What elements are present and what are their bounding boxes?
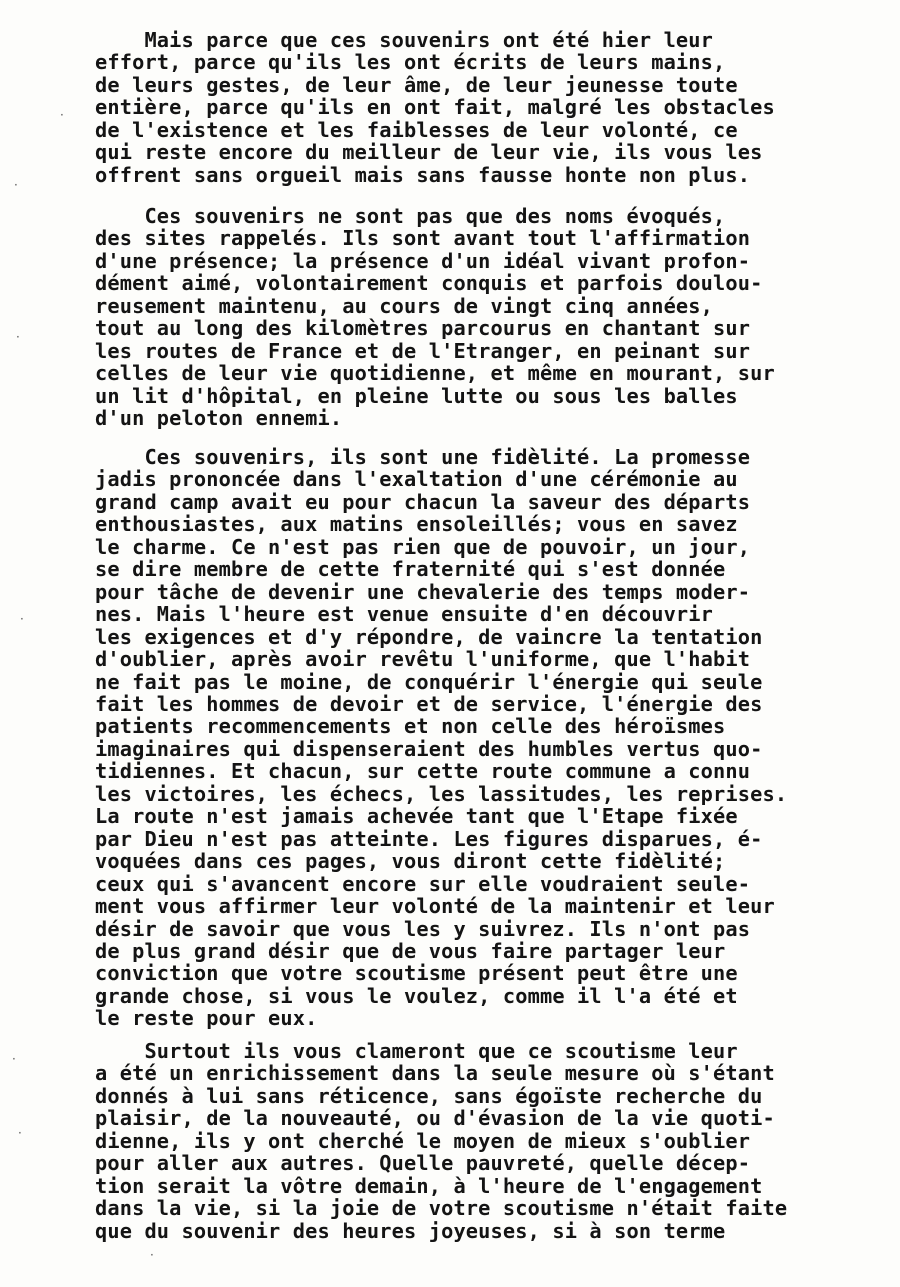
text-line: celles de leur vie quotidienne, et même en mourant, sur	[95, 361, 775, 386]
text-line: offrent sans orgueil mais sans fausse honte non plus.	[95, 162, 751, 187]
text-line: voquées dans ces pages, vous diront cette fidèlité;	[95, 849, 726, 874]
scan-speck: ·	[14, 178, 18, 192]
text-line: entière, parce qu'ils en ont fait, malgré les obstacles	[95, 95, 775, 120]
text-line: a été un enrichissement dans la seule mesure où s'étant	[95, 1061, 775, 1086]
text-line: plaisir, de la nouveauté, ou d'évasion de la vie quoti-	[95, 1106, 775, 1131]
text-line: tout au long des kilomètres parcourus en chantant sur	[95, 316, 751, 341]
text-line: conviction que votre scoutisme présent peut être une	[95, 961, 738, 986]
paragraph-4	[95, 1040, 835, 1242]
text-line: de leurs gestes, de leur âme, de leur jeunesse toute	[95, 72, 738, 97]
text-line: Surtout ils vous clameront que ce scoutisme leur	[95, 1039, 738, 1063]
text-line: grand camp avait eu pour chacun la saveur des départs	[95, 489, 751, 514]
text-line: qui reste encore du meilleur de leur vie, ils vous les	[95, 140, 763, 165]
text-line: les victoires, les échecs, les lassitudes, les reprises.	[95, 781, 788, 806]
scan-speck: ·	[20, 612, 24, 626]
text-line: dans la vie, si la joie de votre scoutisme n'était faite	[95, 1196, 788, 1221]
text-line: que du souvenir des heures joyeuses, si à son terme	[95, 1218, 726, 1243]
text-line: tidiennes. Et chacun, sur cette route commune a connu	[95, 759, 751, 784]
text-line: jadis prononcée dans l'exaltation d'une cérémonie au	[95, 467, 738, 492]
text-line: ne fait pas le moine, de conquérir l'énergie qui seule	[95, 669, 763, 694]
text-line: pour aller aux autres. Quelle pauvreté, quelle décep-	[95, 1151, 751, 1176]
text-line: pour tâche de devenir une chevalerie des temps moder-	[95, 579, 751, 604]
paragraph-2	[95, 205, 835, 430]
text-line: effort, parce qu'ils les ont écrits de leurs mains,	[95, 50, 726, 75]
text-line: de plus grand désir que de vous faire partager leur	[95, 938, 726, 963]
text-line: d'oublier, après avoir revêtu l'uniforme, que l'habit	[95, 647, 751, 672]
paragraph-3	[95, 446, 835, 1030]
text-line: un lit d'hôpital, en pleine lutte ou sous les balles	[95, 383, 738, 408]
text-line: se dire membre de cette fraternité qui s'est donnée	[95, 557, 726, 582]
text-line: grande chose, si vous le voulez, comme il l'a été et	[95, 983, 738, 1008]
text-line: donnés à lui sans réticence, sans égoïste recherche du	[95, 1083, 763, 1108]
text-line: le charme. Ce n'est pas rien que de pouvoir, un jour,	[95, 534, 751, 559]
scan-speck: ·	[12, 1052, 16, 1066]
scan-speck: ·	[18, 1126, 22, 1140]
text-line: tion serait la vôtre demain, à l'heure de l'engagement	[95, 1173, 763, 1198]
text-line: le reste pour eux.	[95, 1006, 318, 1031]
text-line: ment vous affirmer leur volonté de la maintenir et leur	[95, 894, 775, 919]
text-line: ceux qui s'avancent encore sur elle voudraient seule-	[95, 871, 751, 896]
text-line: imaginaires qui dispenseraient des humbles vertus quo-	[95, 736, 763, 761]
scan-speck: ·	[60, 108, 64, 122]
scan-speck: ·	[16, 330, 20, 344]
text-line: La route n'est jamais achevée tant que l'Etape fixée	[95, 804, 738, 829]
text-line: dienne, ils y ont cherché le moyen de mieux s'oublier	[95, 1128, 751, 1153]
text-line: par Dieu n'est pas atteinte. Les figures disparues, é-	[95, 826, 763, 851]
text-line: reusement maintenu, au cours de vingt cinq années,	[95, 293, 714, 318]
text-line: enthousiastes, aux matins ensoleillés; vous en savez	[95, 512, 738, 537]
text-line: dément aimé, volontairement conquis et parfois doulou-	[95, 271, 763, 296]
text-line: Mais parce que ces souvenirs ont été hier leur	[95, 28, 714, 52]
text-line: désir de savoir que vous les y suivrez. Ils n'ont pas	[95, 916, 751, 941]
scan-speck: ·	[150, 1248, 154, 1262]
text-line: les routes de France et de l'Etranger, en peinant sur	[95, 338, 751, 363]
text-line: de l'existence et les faiblesses de leur volonté, ce	[95, 117, 738, 142]
text-line: d'un peloton ennemi.	[95, 406, 343, 431]
text-line: fait les hommes de devoir et de service, l'énergie des	[95, 691, 763, 716]
text-line: les exigences et d'y répondre, de vaincre la tentation	[95, 624, 763, 649]
text-line: des sites rappelés. Ils sont avant tout l'affirmation	[95, 226, 751, 251]
text-line: Ces souvenirs, ils sont une fidèlité. La promesse	[95, 445, 751, 469]
text-line: patients recommencements et non celle des héroïsmes	[95, 714, 726, 739]
text-line: nes. Mais l'heure est venue ensuite d'en découvrir	[95, 602, 714, 627]
text-line: d'une présence; la présence d'un idéal vivant profon-	[95, 248, 751, 273]
text-line: Ces souvenirs ne sont pas que des noms évoqués,	[95, 204, 726, 228]
paragraph-1	[95, 29, 835, 186]
